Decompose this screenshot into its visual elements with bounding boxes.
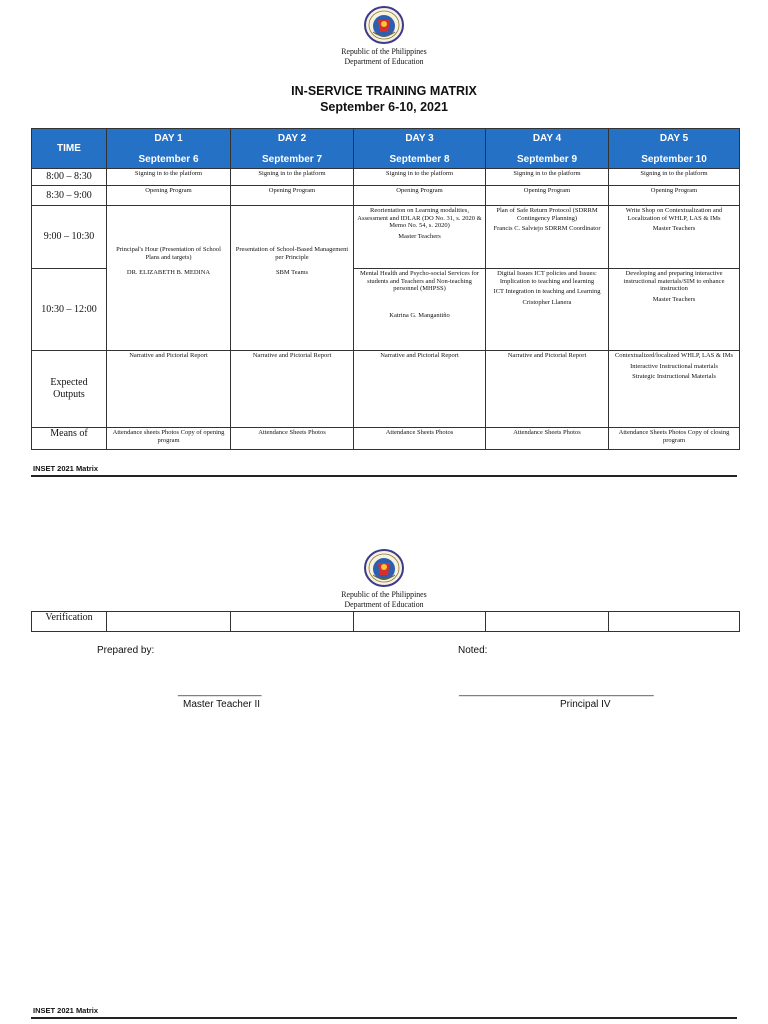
time-cell: 9:00 – 10:30	[32, 206, 107, 269]
verification-cell	[354, 612, 486, 632]
session-title: Digital Issues ICT policies and Issues: Implication to teaching and learning	[497, 270, 597, 285]
activity-cell	[354, 206, 486, 269]
activity-cell: Opening Program	[354, 186, 486, 206]
signature-line-right: ___________________________________	[459, 686, 654, 697]
speaker-name: Master Teachers	[652, 295, 696, 303]
signature-line-left: _______________	[178, 686, 262, 697]
output-cell	[609, 351, 740, 428]
time-cell: 10:30 – 12:00	[32, 269, 107, 351]
means-cell: Attendance Sheets Photos Copy of closing program	[609, 428, 740, 450]
table-header-row	[32, 129, 740, 169]
day-date: September 6	[138, 154, 199, 165]
activity-cell: Signing in to the platform	[231, 169, 354, 186]
activity-cell: Opening Program	[486, 186, 609, 206]
activity-cell	[354, 269, 486, 351]
time-cell: 8:30 – 9:00	[32, 186, 107, 206]
table-row	[32, 612, 740, 632]
activity-cell: Signing in to the platform	[354, 169, 486, 186]
verification-label: Verification	[32, 612, 107, 632]
table-row	[32, 169, 740, 186]
day-label: DAY 5	[659, 133, 689, 144]
role-right: Principal IV	[560, 699, 611, 710]
means-cell: Attendance Sheets Photos	[354, 428, 486, 450]
session-title: Reorientation on Learning modalities, Assessment and IDLAR (DO No. 31, s. 2020 & Memo No. 54, s. 2020)	[357, 207, 482, 229]
output-cell: Narrative and Pictorial Report	[107, 351, 231, 428]
time-cell: 8:00 – 8:30	[32, 169, 107, 186]
republic-line: Republic of the Philippines	[341, 46, 427, 56]
output-item: Strategic Instructional Materials	[632, 373, 716, 380]
speaker-name: Master Teachers	[398, 232, 441, 240]
footer-divider	[31, 475, 737, 477]
means-cell: Attendance Sheets Photos	[231, 428, 354, 450]
day-date: September 9	[516, 154, 578, 165]
table-row	[32, 206, 740, 269]
means-cell: Attendance sheets Photos Copy of opening program	[107, 428, 231, 450]
department-line: Department of Education	[344, 599, 424, 609]
prepared-by-label: Prepared by:	[97, 645, 155, 656]
output-cell: Narrative and Pictorial Report	[486, 351, 609, 428]
means-cell: Attendance Sheets Photos	[486, 428, 609, 450]
day-5-header	[609, 129, 740, 169]
verification-cell	[486, 612, 609, 632]
activity-cell: Signing in to the platform	[609, 169, 740, 186]
speaker-name: DR. ELIZABETH B. MEDINA	[126, 269, 211, 277]
verification-cell	[107, 612, 231, 632]
day-2-header	[231, 129, 354, 169]
output-item: Interactive Instructional materials	[630, 362, 718, 370]
table-row	[32, 351, 740, 428]
footer-label: INSET 2021 Matrix	[33, 464, 99, 473]
day-3-header	[354, 129, 486, 169]
day-date: September 8	[389, 154, 450, 165]
activity-cell: Signing in to the platform	[486, 169, 609, 186]
time-cell: Means of	[32, 428, 107, 450]
day-1-header	[107, 129, 231, 169]
day-label: DAY 4	[532, 133, 562, 144]
session-title: ICT Integration in teaching and Learning	[493, 288, 601, 295]
verification-cell	[231, 612, 354, 632]
speaker-name: Master Teachers	[652, 225, 696, 232]
time-header: TIME	[32, 129, 107, 169]
session-title: Presentation of School-Based Management per Principle	[235, 246, 349, 261]
activity-cell: Opening Program	[107, 186, 231, 206]
speaker-name: Cristopher Llanera	[522, 298, 572, 306]
footer-divider	[31, 1017, 737, 1019]
verification-table	[31, 611, 740, 632]
speaker-name: SBM Teams	[275, 269, 309, 277]
page-subtitle: September 6-10, 2021	[320, 100, 448, 114]
speaker-name: Francis C. Salviejo SDRRM Coordinator	[493, 225, 601, 232]
day-label: DAY 1	[154, 133, 183, 144]
activity-cell: Opening Program	[231, 186, 354, 206]
output-cell: Narrative and Pictorial Report	[354, 351, 486, 428]
page-title: IN-SERVICE TRAINING MATRIX	[291, 84, 477, 98]
activity-cell: Signing in to the platform	[107, 169, 231, 186]
department-line: Department of Education	[344, 56, 424, 66]
role-left: Master Teacher II	[183, 699, 261, 710]
deped-seal-icon	[358, 6, 410, 44]
activity-cell	[107, 206, 231, 351]
day-date: September 10	[641, 154, 707, 165]
activity-cell: Opening Program	[609, 186, 740, 206]
activity-cell	[486, 269, 609, 351]
table-row	[32, 186, 740, 206]
session-title: Write Shop on Contextualization and Localization of WHLP, LAS & IMs	[625, 207, 723, 222]
noted-label: Noted:	[458, 645, 488, 656]
verification-cell	[609, 612, 740, 632]
footer-label: INSET 2021 Matrix	[33, 1006, 99, 1015]
output-item: Contextualized/localized WHLP, LAS & IMs	[614, 352, 734, 359]
time-cell: Expected Outputs	[32, 351, 107, 428]
republic-line: Republic of the Philippines	[341, 589, 427, 599]
day-label: DAY 2	[277, 133, 307, 144]
activity-cell	[486, 206, 609, 269]
output-cell: Narrative and Pictorial Report	[231, 351, 354, 428]
activity-cell	[609, 269, 740, 351]
session-title: Plan of Safe Return Protocol (SDRRM Contingency Planning)	[496, 207, 598, 222]
deped-seal-icon	[358, 549, 410, 587]
table-row	[32, 428, 740, 450]
speaker-name: Katrina G. Mangantiño	[389, 311, 450, 319]
session-title: Principal's Hour (Presentation of School Plans and targets)	[116, 246, 221, 261]
session-title: Developing and preparing interactive instructional materials/SIM to enhance instruction	[623, 270, 725, 292]
activity-cell	[231, 206, 354, 351]
day-label: DAY 3	[405, 133, 434, 144]
day-4-header	[486, 129, 609, 169]
session-title: Mental Health and Psycho-social Services for students and Teachers and Non-teaching personnel (MHPSS)	[360, 270, 479, 292]
training-matrix-table	[31, 128, 740, 450]
activity-cell	[609, 206, 740, 269]
day-date: September 7	[261, 154, 323, 165]
